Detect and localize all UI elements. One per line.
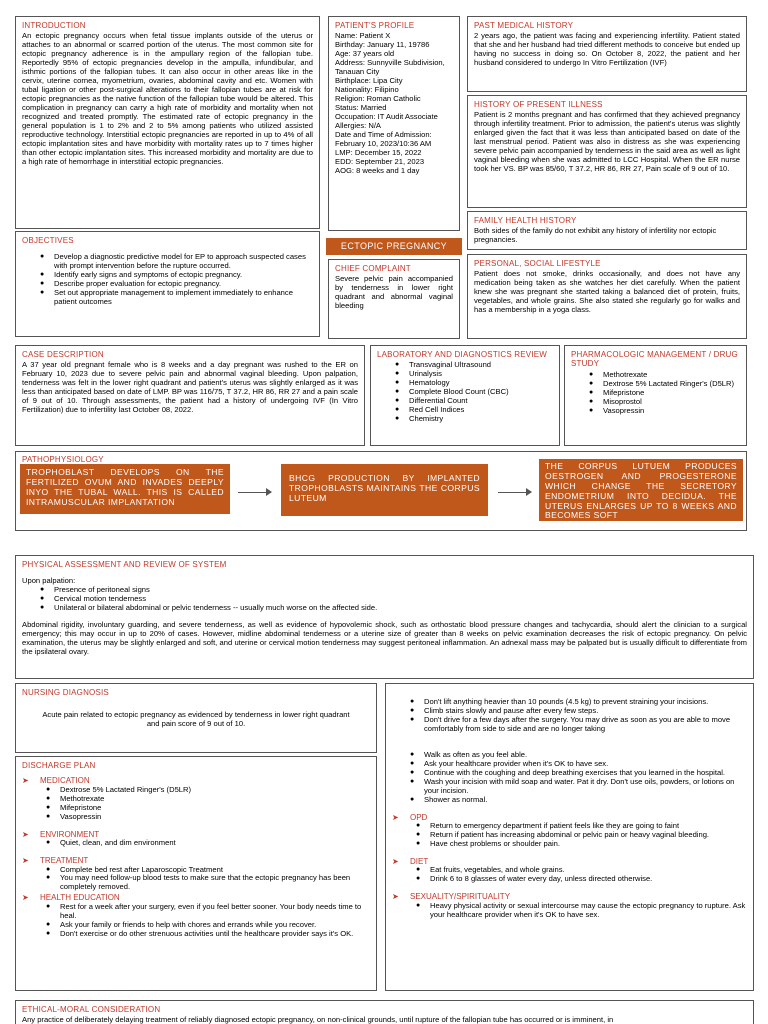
patho-step-text: TROPHOBLAST DEVELOPS ON THE FERTILIZED OVUM AND INVADES DEEPLY INYO THE TUBAL WALL. THIS IS CALLED INTRAMUSCULAR IMPLANTATION	[26, 467, 224, 507]
patho-step-text: BHCG PRODUCTION BY IMPLANTED TROPHOBLASTS MAINTAINS THE CORPUS LUTEUM	[289, 473, 480, 503]
introduction-text: An ectopic pregnancy occurs when fetal tissue implants outside of the uterus or attaches to an abnormal or scarred portion of the uterus. The most common site for ectopic pregnancy adherence is in the ampullary region of the fallopian tube. Reportedly 95% of ectopic pregnancies develop in the ampulla, infundibular, and isthmic portions of the fallopian tubes. It can also occur in other areas like in the cervix, uterine cornea, myometrium, ovaries, abdominal cavity and etc. Women with tubal ligation or other post-surgical alterations to their fallopian tubes are at risk for ectopic pregnancies as the native function of the fallopian tube would be altered. This complication in pregnancy can carry a high rate of morbidity and mortality when not recognized and treated promptly. The estimated rate of ectopic pregnancy in the general population is 1 to 2% and 2 to 5% among patients who utilized assisted reproductive technology. Interstitial ectopic pregnancies are reported in up to 4% of all ectopic implantation sites and have morbidity with mortality rates up to 7 times higher than other ectopic implantation sites. This increased morbidity and mortality are due to a high rate of hemorrhage in interstitial ectopic pregnancies.	[22, 31, 313, 166]
environment-item: ● Quiet, clean, and dim environment	[44, 839, 370, 848]
case-description-text: A 37 year old pregnant female who is 8 weeks and a day pregnant was rushed to the ER on February 10, 2023 due to severe pelvic pain and abnormal vaginal bleeding. Upon palpation, tenderness was felt in the lower right quadrant and patient's uterus was slightly enlarged as it was less than anticipated based on date of LMP. BP was 116/75, T 37.2, HR 86, RR 27 and a pain scale of 9 out of 10. Through assessments, the patient had a history of undergoing IVF (In Vitro Fertilization) due to infertility last October 08, 2022.	[22, 360, 358, 415]
sexuality-label: ➤ SEXUALITY/SPIRITUALITY	[392, 892, 747, 901]
flow-arrow-2	[498, 492, 531, 493]
lifestyle-section	[467, 254, 747, 339]
physical-item: ● Unilateral or bilateral abdominal or pelvic tenderness -- usually much worse on the affected side.	[38, 604, 747, 613]
profile-line: Date and Time of Admission: February 10, 2023/10:36 AM	[335, 129, 432, 148]
environment-label: ➤ ENVIRONMENT	[22, 830, 370, 839]
diet-item: ● Eat fruits, vegetables, and whole grains.	[414, 866, 747, 875]
past-medical-history-section	[467, 16, 747, 92]
case-description-section	[15, 345, 365, 446]
past-history-title: PAST MEDICAL HISTORY	[474, 21, 574, 30]
lab-diagnostics-section	[370, 345, 560, 446]
activity-item: ● Don't lift anything heavier than 10 pounds (4.5 kg) to prevent straining your incisions.	[408, 698, 747, 707]
lab-item: ● Red Cell Indices	[393, 406, 553, 415]
profile-line: EDD: September 21, 2023	[335, 156, 425, 166]
patho-step-3	[539, 459, 743, 521]
health-education-item: ● Don't exercise or do other strenuous activities until the healthcare provider says it's OK.	[44, 930, 370, 939]
physical-paragraph: Abdominal rigidity, involuntary guarding, and severe tenderness, as well as evidence of hypovolemic shock, such as orthostatic blood pressure changes and tachycardia, should alert the clinician to a surgical emergency; this may occur in up to 20% of cases. However, midline abdominal tenderness or a uterine size of greater than 8 weeks on pelvic examination decreases the risk of ectopic pregnancy. On pelvic examination, the uterus may be slightly enlarged and soft, and uterine or cervical motion tenderness may suggest peritoneal inflammation. An adnexal mass may be palpated but is usually difficult to differentiate from the ipsilateral ovary.	[22, 620, 747, 657]
medication-item: ● Dextrose 5% Lactated Ringer's (D5LR)	[44, 786, 370, 795]
past-history-text: 2 years ago, the patient was facing and experiencing infertility. Patient stated that she and her husband had tried different methods to conceive but ended up having no success in doing so. On October 8, 2022, the patient and her husband considered to undergo In Vitro Fertilization (IVF)	[474, 31, 740, 68]
profile-line: Age: 37 years old	[335, 49, 395, 59]
treatment-item: ● Complete bed rest after Laparoscopic Treatment	[44, 866, 370, 875]
pharma-item: ● Methotrexate	[587, 371, 740, 380]
pharma-item: ● Vasopressin	[587, 407, 740, 416]
patient-profile-title: PATIENT'S PROFILE	[335, 21, 415, 30]
lifestyle-text: Patient does not smoke, drinks occasionally, and does not have any medication being taken as she watches her diet carefully. When the patient knew she was pregnant she started taking a balanced diet of protein, fruits, vegetables, and whole grains. She also stated she regularly go for walks and has a membership in a yoga class.	[474, 269, 740, 315]
medication-item: ● Vasopressin	[44, 813, 370, 822]
physical-assessment-section	[15, 555, 754, 679]
activity-item: ● Ask your healthcare provider when it's OK to have sex.	[408, 760, 747, 769]
discharge-continuation-section	[385, 683, 754, 991]
objective-item: ● Identify early signs and symptoms of ectopic pregnancy.	[38, 271, 313, 280]
medication-item: ● Mifepristone	[44, 804, 370, 813]
opd-label: ➤ OPD	[392, 813, 747, 822]
profile-line: Occupation: IT Audit Associate	[335, 112, 438, 122]
opd-item: ● Have chest problems or shoulder pain.	[414, 840, 747, 849]
pharmacologic-section	[564, 345, 747, 446]
opd-item: ● Return to emergency department if patient feels like they are going to faint	[414, 822, 747, 831]
activity-item: ● Climb stairs slowly and pause after every few steps.	[408, 707, 747, 716]
profile-line: LMP: December 15, 2022	[335, 147, 422, 157]
family-history-text: Both sides of the family do not exhibit any history of infertility nor ectopic pregnancies.	[474, 226, 717, 245]
activity-item: ● Walk as often as you feel able.	[408, 751, 747, 760]
profile-line: Address: Sunnyville Subdivision, Tanauan City	[335, 58, 445, 77]
patho-step-text: THE CORPUS LUTUEM PRODUCES OESTROGEN AND PROGESTERONE WHICH CHANGE THE SECRETORY ENDOMETRIUM INTO DECIDUA. THE UTERUS ENLARGES UP TO 8 WEEKS AND BECOMES SOFT	[545, 461, 737, 521]
profile-line: Allergies: N/A	[335, 120, 382, 130]
lifestyle-title: PERSONAL, SOCIAL LIFESTYLE	[474, 259, 601, 268]
activity-item: ● Wash your incision with mild soap and water. Pat it dry. Don't use oils, powders, or lotions on your incision.	[408, 778, 747, 796]
introduction-section	[15, 16, 320, 229]
opd-item: ● Return if patient has increasing abdominal or pelvic pain or heavy vaginal bleeding.	[414, 831, 747, 840]
treatment-item: ● You may need follow-up blood tests to make sure that the ectopic pregnancy has been completely removed.	[44, 874, 370, 892]
nursing-diagnosis-section	[15, 683, 377, 753]
lab-item: ● Complete Blood Count (CBC)	[393, 388, 553, 397]
flow-arrow-1	[238, 492, 271, 493]
lab-item: ● Chemistry	[393, 415, 553, 424]
profile-line: Birthday: January 11, 19786	[335, 40, 430, 50]
discharge-title: DISCHARGE PLAN	[22, 761, 96, 770]
present-illness-section	[467, 95, 747, 208]
present-illness-text: Patient is 2 months pregnant and has confirmed that they achieved pregnancy through infertility treatment. Prior to admission, the patient's uterus was slightly enlarged given the fact that it was less than anticipated based on date of the last menstrual period. Patient was also in distress as she was experiencing severe pelvic pain accompanied by tenderness in the said area as well as light vaginal bleeding when she was admitted to LCC Hospital. When the ER nurse took her VS. BP was 85/60, T 37.2, HR 86, RR 27, Pain scale of 9 out of 10.	[474, 110, 740, 174]
profile-line: Nationality: Filipino	[335, 85, 399, 95]
diet-item: ● Drink 6 to 8 glasses of water every day, unless directed otherwise.	[414, 875, 747, 884]
chief-complaint-text: Severe pelvic pain accompanied by tenderness in lower right quadrant and abnormal vaginal bleeding	[335, 274, 453, 311]
ethical-text: Any practice of deliberately delaying treatment of reliably diagnosed ectopic pregnancy, on non-clinical grounds, until rupture of the fallopian tube has occurred or is imminent, in	[22, 1015, 614, 1024]
sexuality-item: ● Heavy physical activity or sexual intercourse may cause the ectopic pregnancy to rupture. Ask your healthcare provider when it's OK to have sex.	[414, 902, 747, 920]
objectives-section	[15, 231, 320, 337]
objective-item: ● Develop a diagnostic predictive model for EP to approach suspected cases with prompt intervention before the rupture occurred.	[38, 253, 313, 271]
lab-item: ● Urinalysis	[393, 370, 553, 379]
physical-item: ● Presence of peritoneal signs	[38, 586, 747, 595]
activity-item: ● Don't drive for a few days after the surgery. You may drive as soon as you are able to move comfortably from side to side and are no longer taking	[408, 716, 747, 734]
lab-item: ● Transvaginal Ultrasound	[393, 361, 553, 370]
chief-complaint-title: CHIEF COMPLAINT	[335, 264, 411, 273]
ethical-title: ETHICAL-MORAL CONSIDERATION	[22, 1005, 161, 1014]
diet-label: ➤ DIET	[392, 857, 747, 866]
case-description-title: CASE DESCRIPTION	[22, 350, 104, 359]
physical-item: ● Cervical motion tenderness	[38, 595, 747, 604]
pharma-title: PHARMACOLOGIC MANAGEMENT / DRUG STUDY	[571, 350, 738, 369]
present-illness-title: HISTORY OF PRESENT ILLNESS	[474, 100, 603, 109]
lab-title: LABORATORY AND DIAGNOSTICS REVIEW	[377, 350, 548, 359]
activity-item: ● Shower as normal.	[408, 796, 747, 805]
patho-step-2	[281, 464, 488, 516]
health-education-label: ➤ HEALTH EDUCATION	[22, 893, 370, 902]
discharge-plan-section	[15, 756, 377, 991]
nursing-title: NURSING DIAGNOSIS	[22, 688, 109, 697]
ethical-section	[15, 1000, 754, 1024]
patho-step-1	[20, 464, 230, 514]
profile-line: Religion: Roman Catholic	[335, 94, 421, 104]
objectives-title: OBJECTIVES	[22, 236, 74, 245]
physical-title: PHYSICAL ASSESSMENT AND REVIEW OF SYSTEM	[22, 560, 227, 569]
activity-item: ● Continue with the coughing and deep breathing exercises that you learned in the hospital.	[408, 769, 747, 778]
lab-item: ● Hematology	[393, 379, 553, 388]
health-education-item: ● Ask your family or friends to help with chores and errands while you recover.	[44, 921, 370, 930]
patient-profile-section	[328, 16, 460, 231]
profile-line: Status: Married	[335, 103, 387, 113]
medication-label: ➤ MEDICATION	[22, 776, 370, 785]
pharma-item: ● Misoprostol	[587, 398, 740, 407]
physical-intro: Upon palpation:	[22, 576, 76, 586]
objective-item: ● Describe proper evaluation for ectopic pregnancy.	[38, 280, 313, 289]
family-history-title: FAMILY HEALTH HISTORY	[474, 216, 577, 225]
medication-item: ● Methotrexate	[44, 795, 370, 804]
ectopic-pregnancy-banner	[326, 238, 462, 255]
objective-item: ● Set out appropriate management to implement immediately to enhance patient outcomes	[38, 289, 313, 307]
introduction-title: INTRODUCTION	[22, 21, 86, 30]
patho-title: PATHOPHYSIOLOGY	[22, 455, 104, 464]
profile-line: Birthplace: Lipa City	[335, 76, 403, 86]
pharma-item: ● Dextrose 5% Lactated Ringer's (D5LR)	[587, 380, 740, 389]
profile-line: AOG: 8 weeks and 1 day	[335, 165, 420, 175]
treatment-label: ➤ TREATMENT	[22, 856, 370, 865]
banner-label: ECTOPIC PREGNANCY	[340, 241, 448, 251]
lab-item: ● Differential Count	[393, 397, 553, 406]
chief-complaint-section	[328, 259, 460, 339]
profile-line: Name: Patient X	[335, 31, 391, 41]
family-history-section	[467, 211, 747, 250]
nursing-text: Acute pain related to ectopic pregnancy as evidenced by tenderness in lower right quadrant and pain score of 9 out of 10.	[42, 710, 350, 729]
pharma-item: ● Mifepristone	[587, 389, 740, 398]
health-education-item: ● Rest for a week after your surgery, even if you feel better sooner. Your body needs time to heal.	[44, 903, 370, 921]
